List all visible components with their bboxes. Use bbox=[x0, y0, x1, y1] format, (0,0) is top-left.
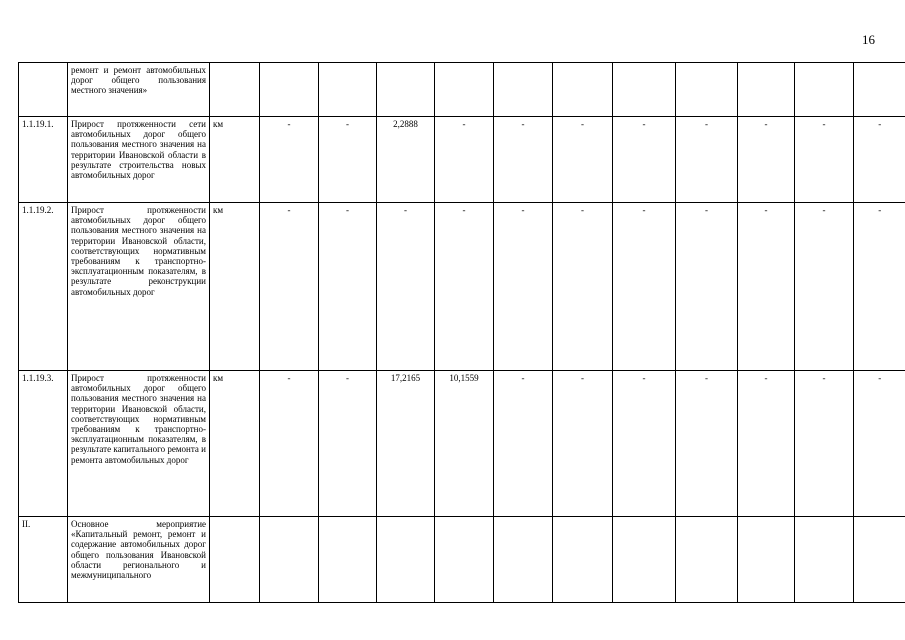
value-cell: - bbox=[435, 117, 494, 203]
value-cell: - bbox=[435, 203, 494, 371]
value-cell: - bbox=[377, 203, 435, 371]
value-cell bbox=[260, 63, 319, 117]
value-cell bbox=[494, 63, 553, 117]
row-description: Основное мероприятие «Капитальный ремонт, ремонт и содержание автомобильных дорог общего пользования Ивановской области регионального и межмуниципального bbox=[68, 517, 210, 603]
value-cell: - bbox=[795, 117, 854, 203]
value-cell bbox=[613, 63, 676, 117]
value-cell bbox=[676, 517, 738, 603]
row-unit: км bbox=[210, 203, 260, 371]
value-cell: - bbox=[553, 203, 613, 371]
value-cell bbox=[377, 517, 435, 603]
table-row bbox=[19, 371, 905, 517]
value-cell: - bbox=[795, 203, 854, 371]
table-row bbox=[19, 63, 905, 117]
value-cell bbox=[494, 517, 553, 603]
value-cell: - bbox=[854, 371, 905, 517]
table-row bbox=[19, 517, 905, 603]
value-cell: - bbox=[738, 203, 795, 371]
value-cell: - bbox=[260, 203, 319, 371]
row-description: Прирост протяженности автомобильных дорог общего пользования местного значения на территории Ивановской области, соответствующих нормативным требованиям к транспортно-эксплуатационным показателям, в результате реконструкции автомобильных дорог bbox=[68, 203, 210, 371]
row-description: ремонт и ремонт автомобильных дорог общего пользования местного значения» bbox=[68, 63, 210, 117]
value-cell: 17,2165 bbox=[377, 371, 435, 517]
row-number: II. bbox=[19, 517, 68, 603]
row-description: Прирост протяженности автомобильных дорог общего пользования местного значения на территории Ивановской области, соответствующих нормативным требованиям к транспортно-эксплуатационным показателям, в результате капитального ремонта и ремонта автомобильных дорог bbox=[68, 371, 210, 517]
value-cell bbox=[613, 517, 676, 603]
value-cell bbox=[435, 63, 494, 117]
value-cell: - bbox=[553, 117, 613, 203]
value-cell: 2,2888 bbox=[377, 117, 435, 203]
value-cell: - bbox=[854, 203, 905, 371]
row-description: Прирост протяженности сети автомобильных дорог общего пользования местного значения на территории Ивановской области в результате строительства новых автомобильных дорог bbox=[68, 117, 210, 203]
value-cell: - bbox=[260, 117, 319, 203]
value-cell: - bbox=[676, 203, 738, 371]
value-cell: - bbox=[260, 371, 319, 517]
table-row bbox=[19, 117, 905, 203]
value-cell: - bbox=[319, 371, 377, 517]
value-cell bbox=[676, 63, 738, 117]
row-number: 1.1.19.2. bbox=[19, 203, 68, 371]
value-cell bbox=[854, 517, 905, 603]
value-cell bbox=[738, 63, 795, 117]
value-cell: - bbox=[319, 203, 377, 371]
row-unit: км bbox=[210, 117, 260, 203]
value-cell bbox=[553, 63, 613, 117]
row-number: 1.1.19.1. bbox=[19, 117, 68, 203]
value-cell bbox=[319, 517, 377, 603]
indicators-table bbox=[18, 62, 905, 603]
value-cell: - bbox=[319, 117, 377, 203]
value-cell bbox=[319, 63, 377, 117]
value-cell: - bbox=[613, 203, 676, 371]
value-cell: - bbox=[613, 371, 676, 517]
row-number: 1.1.19.3. bbox=[19, 371, 68, 517]
table-row bbox=[19, 203, 905, 371]
value-cell: - bbox=[854, 117, 905, 203]
row-unit: км bbox=[210, 371, 260, 517]
value-cell: 10,1559 bbox=[435, 371, 494, 517]
value-cell: - bbox=[494, 371, 553, 517]
value-cell bbox=[738, 517, 795, 603]
value-cell: - bbox=[494, 117, 553, 203]
value-cell bbox=[795, 63, 854, 117]
value-cell bbox=[435, 517, 494, 603]
row-unit bbox=[210, 63, 260, 117]
value-cell bbox=[795, 517, 854, 603]
value-cell bbox=[553, 517, 613, 603]
value-cell: - bbox=[613, 117, 676, 203]
value-cell: - bbox=[795, 371, 854, 517]
value-cell bbox=[377, 63, 435, 117]
row-number bbox=[19, 63, 68, 117]
value-cell bbox=[260, 517, 319, 603]
value-cell bbox=[854, 63, 905, 117]
value-cell: - bbox=[738, 371, 795, 517]
row-unit bbox=[210, 517, 260, 603]
value-cell: - bbox=[676, 371, 738, 517]
page-number: 16 bbox=[862, 32, 875, 47]
value-cell: - bbox=[494, 203, 553, 371]
value-cell: - bbox=[738, 117, 795, 203]
value-cell: - bbox=[676, 117, 738, 203]
value-cell: - bbox=[553, 371, 613, 517]
